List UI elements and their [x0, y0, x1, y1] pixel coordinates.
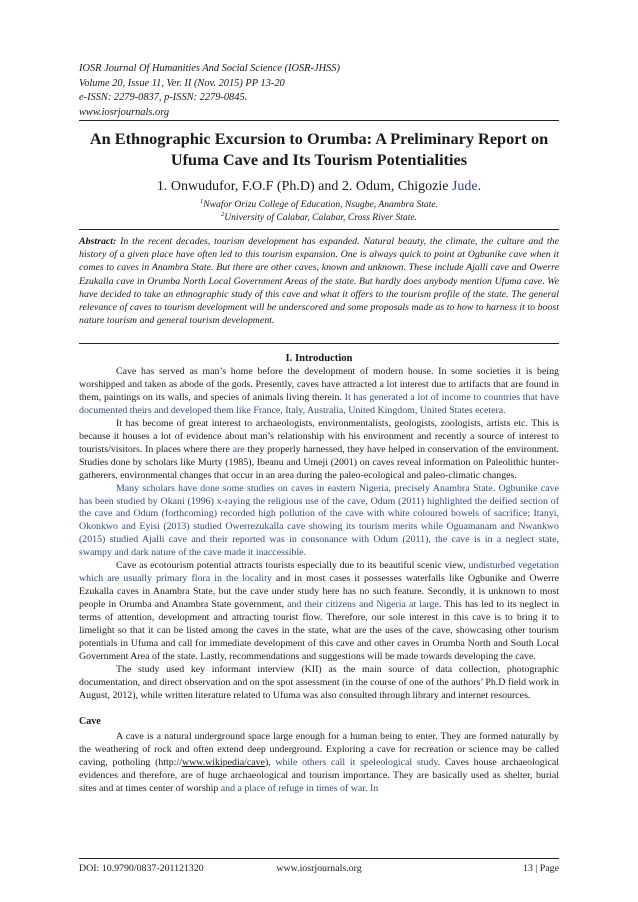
footer-rule: [79, 858, 559, 859]
cave-paragraph-1: [79, 731, 559, 796]
abstract-top-rule: [79, 229, 559, 230]
abstract-label: Abstract:: [79, 236, 117, 247]
cave-paragraph-text-2: ),: [264, 756, 276, 768]
paragraph-1: [79, 366, 559, 418]
journal-header: [79, 62, 559, 120]
section-heading-introduction: I. Introduction: [285, 353, 353, 364]
cave-paragraph-text: A cave is a natural underground space large enough for a human being to enter. They are formed naturally by the weathering of rock and often extend deep underground. Exploring a cave for recreation or science may be called caving, potholing (http://: [79, 730, 559, 768]
journal-volume: Volume 20, Issue 11, Ver. II (Nov. 2015) PP 13-20: [79, 77, 285, 89]
cave-paragraph-text-3: . Caves house archaeological evidences and therefore, are of huge archaeological and tourism importance. They are basically used as shelter, burial sites and at times center of worship: [79, 756, 559, 794]
authors: [79, 179, 559, 195]
paragraph-5: The study used key informant interview (KII) as the main source of data collection, photographic documentation, and direct observation and on the spot assessment (in the course of one of the authors’ Ph.D field work in August, 2012), while written literature related to Ufuma was also consulted through library and internet resources.: [79, 663, 559, 701]
cave-paragraph-highlight-1: while others call it speleological study: [275, 756, 438, 768]
subheading-cave: Cave: [79, 715, 101, 727]
paragraph-2-text: It has become of great interest to archaeologists, environmentalists, geologists, zoologists, artists etc. This is because it houses a lot of evidence about man’s relationship with his environment and recently a source of interest to tourists/visitors. In places where there: [79, 417, 559, 455]
paragraph-2-highlight: are: [232, 443, 245, 455]
affiliation-2-text: University of Calabar, Calabar, Cross River State.: [224, 212, 418, 223]
authors-highlight: Jude: [451, 179, 478, 194]
affiliation-2-number: 2: [220, 211, 225, 218]
paragraph-4-text: Cave as ecotourism potential attracts tourists especially due to its beautiful scenic view,: [116, 560, 469, 572]
affiliation-1: [79, 198, 559, 210]
authors-text: 1. Onwudufor, F.O.F (Ph.D) and 2. Odum, Chigozie: [156, 179, 452, 194]
title-line-1: An Ethnographic Excursion to Orumba: A Preliminary Report on: [89, 129, 549, 148]
abstract: [79, 235, 559, 327]
authors-end: .: [477, 179, 482, 194]
body-text: [79, 366, 559, 796]
footer-page-number: 13 | Page: [523, 863, 559, 874]
journal-issn: e-ISSN: 2279-0837, p-ISSN: 2279-0845.: [79, 92, 248, 103]
paragraph-4-highlight-2: and their citizens and Nigeria at large: [287, 599, 439, 611]
paragraph-4-text-end: . This has led to its neglect in terms of attention, development and attracting tourist flow. Therefore, our sole interest in this cave is to bring it to limelight so that it can be listed among the caves in the state, what are the uses of the cave, showcasing other tourism potentials in Ufuma and call for immediate development of this cave and other caves in Orumba North and South Local Government Area of the state. Lastly, recommendations and suggestions will be made towards developing the cave.: [79, 599, 560, 662]
paper-title: [79, 128, 559, 170]
footer-doi: DOI: 10.9790/0837-201121320: [79, 863, 204, 874]
paragraph-1-text: Cave has served as man’s home before the development of modern house. In some societies it is being worshipped and taken as abode of the gods. Presently, caves have attracted a lot interest due to artifacts that are found in them, paintings on its walls, and species of animals living therein.: [79, 366, 559, 403]
paragraph-4: [79, 560, 559, 664]
affiliation-1-text: Nwafor Orizu College of Education, Nsugbe, Anambra State.: [203, 199, 439, 210]
title-line-2: Ufuma Cave and Its Tourism Potentialities: [170, 150, 468, 169]
paragraph-3: Many scholars have done some studies on caves in eastern Nigeria, precisely Anambra State. Ogbunike cave has been studied by Okani (1996) x-raying the religious use of the cave, Odum (2011) highlighted the deified section of the cave and Odum (forthcoming) recorded high pollution of the cave with white coloured bowels of sacrifice; Itanyi, Okonkwo and Eyisi (2013) studied Owerrezukalla cave showing its tourism merits while Oguamanam and Nwankwo (2015) studied Ajalli cave and their reported was in consonance with Odum (2011), the cave is in a neglect state, swampy and dark nature of the cave made it inaccessible.: [79, 482, 559, 559]
journal-name: IOSR Journal Of Humanities And Social Science (IOSR-JHSS): [79, 63, 340, 74]
footer-website: www.iosrjournals.org: [276, 863, 362, 874]
abstract-bottom-rule: [79, 343, 559, 344]
paragraph-1-highlight: It has generated a lot of income to countries that have documented theirs and developed them like France, Italy, Australia, United Kingdom, United States ecetera.: [79, 391, 559, 416]
paragraph-2: [79, 418, 559, 483]
paragraph-4-text-mid: and in most cases it possesses waterfalls like Ogbunike and Owerre Ezukalla caves in Anambra State, but the cave under study here has no such feature. Secondly, it is unknown to most people in Orumba and Anambra State government,: [79, 573, 559, 611]
affiliation-1-number: 1: [199, 198, 204, 205]
paragraph-4-highlight-1: undisturbed vegetation which are usually primary flora in the locality: [79, 560, 559, 585]
header-rule: [79, 120, 559, 121]
wikipedia-link[interactable]: www.wikipedia/cave: [181, 756, 265, 768]
cave-paragraph-highlight-2: and a place of refuge in times of war. In: [220, 782, 379, 794]
paragraph-2-text-end: they properly harnessed, they have helped in conservation of the environment. Studies done by scholars like Murty (1985), Ibeanu and Umeji (2001) on caves reveal information on Paleolithic hunter-gatherers, environmental changes that occur in an area during the paleo-ecological and paleo-climatic changes.: [79, 443, 559, 481]
affiliation-2: [79, 211, 559, 223]
journal-website: www.iosrjournals.org: [79, 106, 170, 118]
abstract-text: In the recent decades, tourism development has expanded. Natural beauty, the climate, the culture and the history of a given place have often led to this tourism expansion. One is always quick to point at Ogbunike cave when it comes to caves in Anambra State. But there are other caves, known and unknown. These include Ajalli cave and Owerre Ezukalla cave in Orumba North Local Government Areas of the state. But hardly does anybody mention Ufuma cave. We have decided to take an ethnographic study of this cave and what it offers to the tourism profile of the state. The general relevance of caves to tourism development will be underscored and some proposals made as to how to harness it to boost nature tourism and general tourism development.: [79, 236, 559, 327]
